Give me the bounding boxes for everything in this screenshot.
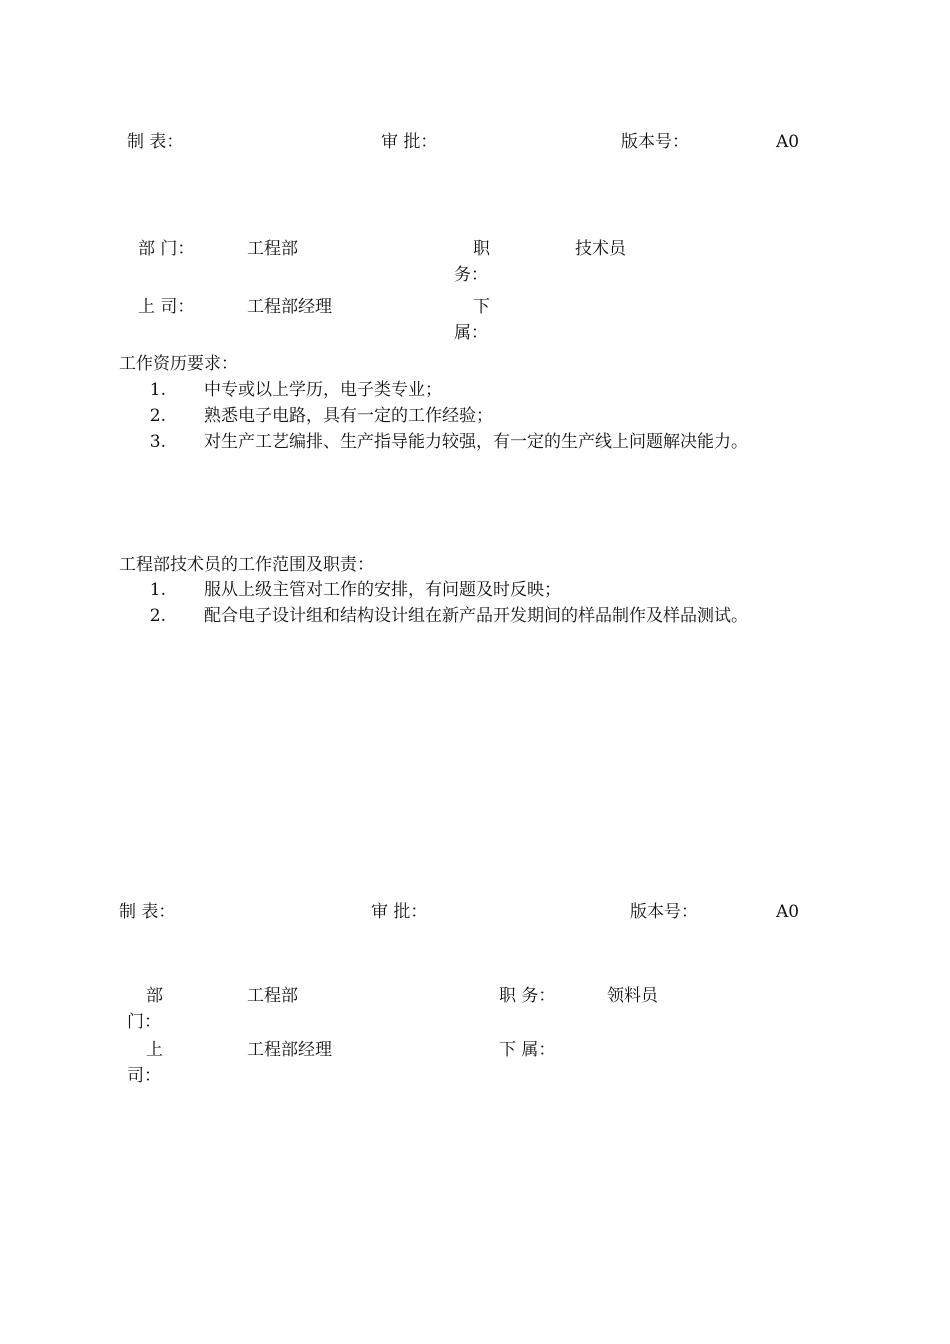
department-value-2: 工程部 <box>247 986 298 1006</box>
subordinate-label-line1: 下 <box>473 297 490 317</box>
prepared-by-label-2: 制 表： <box>119 902 176 922</box>
list-item-number: 2. <box>149 606 166 626</box>
list-item-text: 中专或以上学历，电子类专业； <box>204 380 442 400</box>
supervisor-label-2-line1: 上 <box>146 1040 163 1060</box>
qualifications-title: 工作资历要求： <box>119 354 238 374</box>
supervisor-value: 工程部经理 <box>247 297 332 317</box>
supervisor-label: 上 司： <box>138 297 195 317</box>
duties-title: 工程部技术员的工作范围及职责： <box>119 555 374 575</box>
list-item-text: 服从上级主管对工作的安排，有问题及时反映； <box>204 580 561 600</box>
list-item-number: 1. <box>149 580 166 600</box>
department-label-2-line1: 部 <box>146 986 163 1006</box>
list-item-number: 3. <box>149 432 166 452</box>
department-label: 部 门： <box>138 239 195 259</box>
version-value-2: A0 <box>776 902 800 922</box>
supervisor-value-2: 工程部经理 <box>247 1040 332 1060</box>
list-item-text: 熟悉电子电路，具有一定的工作经验； <box>204 406 493 426</box>
department-value: 工程部 <box>247 239 298 259</box>
department-label-2-line2: 门： <box>127 1012 161 1032</box>
subordinate-label-line2: 属： <box>454 323 488 343</box>
version-value: A0 <box>776 132 800 152</box>
list-item-text: 配合电子设计组和结构设计组在新产品开发期间的样品制作及样品测试。 <box>204 606 748 626</box>
version-label-2: 版本号： <box>630 902 698 922</box>
position-label-line1: 职 <box>473 239 490 259</box>
list-item-number: 1. <box>149 380 166 400</box>
position-label-line2: 务： <box>454 265 488 285</box>
prepared-by-label: 制 表： <box>127 132 184 152</box>
list-item-number: 2. <box>149 406 166 426</box>
supervisor-label-2-line2: 司： <box>127 1066 161 1086</box>
approved-by-label: 审 批： <box>381 132 438 152</box>
approved-by-label-2: 审 批： <box>371 902 428 922</box>
version-label: 版本号： <box>621 132 689 152</box>
position-label-2: 职 务： <box>499 986 556 1006</box>
position-value-2: 领料员 <box>607 986 658 1006</box>
position-value: 技术员 <box>575 239 626 259</box>
subordinate-label-2: 下 属： <box>499 1040 556 1060</box>
list-item-text: 对生产工艺编排、生产指导能力较强，有一定的生产线上问题解决能力。 <box>204 432 748 452</box>
